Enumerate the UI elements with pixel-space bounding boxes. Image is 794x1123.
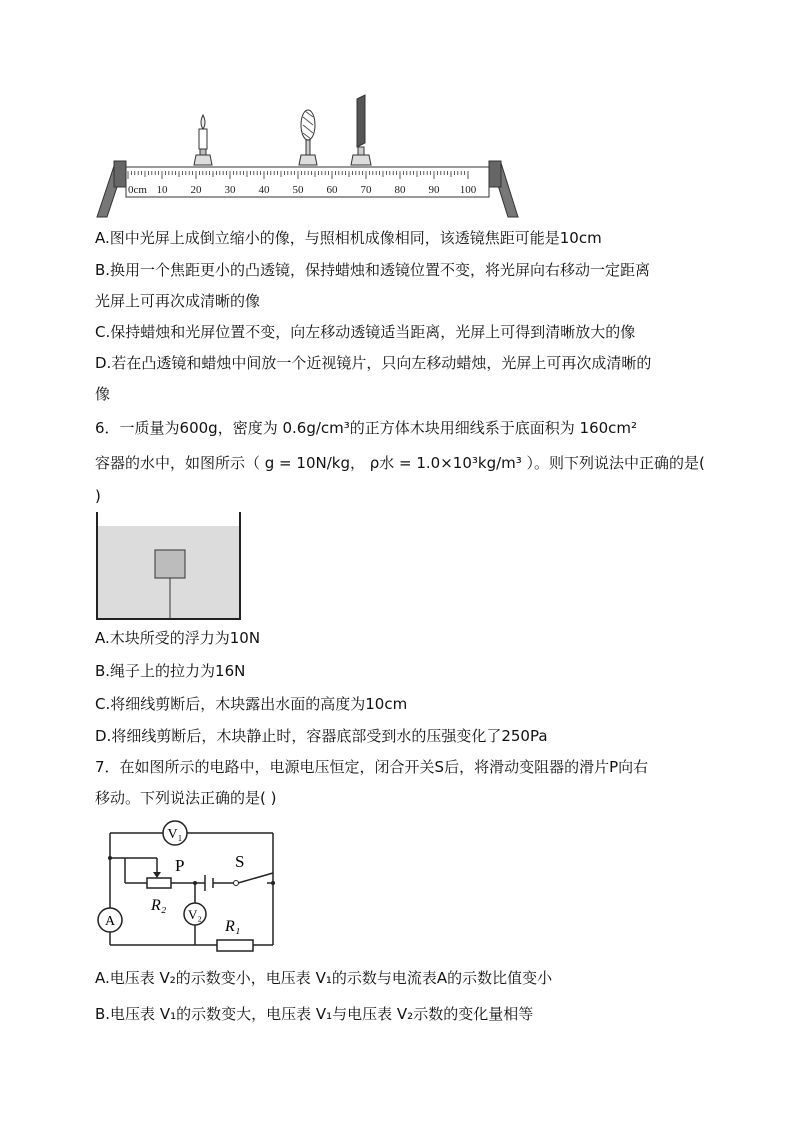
voltmeter-v2-label: V₂ [188,907,202,922]
q7-option-b: B.电压表 V₁的示数变大，电压表 V₁与电压表 V₂示数的变化量相等 [95,1005,534,1023]
scale-label: 70 [360,184,372,196]
q5-option-a: A.图中光屏上成倒立缩小的像，与照相机成像相同，该透镜焦距可能是10cm [95,229,602,247]
scale-label: 90 [428,184,440,196]
scale-label: 0cm [128,184,147,196]
light-screen [351,95,371,165]
q5-option-c: C.保持蜡烛和光屏位置不变，向左移动透镜适当距离，光屏上可得到清晰放大的像 [95,323,636,341]
q7-stem-line1: 7．在如图所示的电路中，电源电压恒定，闭合开关S后，将滑动变阻器的滑片P向右 [95,758,649,776]
slider-arrow [153,872,161,878]
switch-label: S [235,852,245,871]
q5-option-d-line2: 像 [95,385,111,403]
resistor-r1 [217,940,253,951]
scale-label: 30 [224,184,236,196]
wooden-block [155,550,185,578]
switch-contact [234,881,239,886]
junction-dot [271,881,275,885]
q6-stem-line2: 容器的水中，如图所示（ g = 10N/kg， ρ水 = 1.0×10³kg/m³ ）。则下列说法中正确的是( [95,454,705,472]
q5-option-d-line1: D.若在凸透镜和蜡烛中间放一个近视镜片，只向左移动蜡烛，光屏上可再次成清晰的 [95,354,652,372]
voltmeter-v1-label: V₁ [167,827,183,842]
q7-option-a: A.电压表 V₂的示数变小，电压表 V₁的示数与电流表A的示数比值变小 [95,969,553,987]
r2-label: R₂ [151,897,167,914]
scale-label: 40 [258,184,270,196]
q6-option-c: C.将细线剪断后，木块露出水面的高度为10cm [95,695,408,713]
q5-option-b-line2: 光屏上可再次成清晰的像 [95,292,261,310]
candle [194,115,212,165]
scale-label: 50 [292,184,304,196]
optical-bench-figure [95,95,525,220]
r1-label: R₁ [225,918,241,935]
resistor-r2 [147,878,171,888]
water-container-figure [95,512,245,622]
bench-left-post [114,161,126,187]
scale-label: 20 [190,184,202,196]
junction-dot [193,881,197,885]
q6-stem-line3: ) [95,487,101,505]
q5-option-b-line1: B.换用一个焦距更小的凸透镜，保持蜡烛和透镜位置不变，将光屏向右移动一定距离 [95,261,651,279]
ammeter-label: A [104,914,116,929]
q6-option-b: B.绳子上的拉力为16N [95,662,246,680]
junction-dot [108,856,112,860]
scale-label: 10 [156,184,168,196]
circuit-diagram [95,815,285,955]
q6-stem-line1: 6．一质量为600g，密度为 0.6g/cm³的正方体木块用细线系于底面积为 160cm² [95,419,638,437]
q6-option-a: A.木块所受的浮力为10N [95,629,261,647]
bench-right-post [489,161,501,187]
convex-lens [299,110,317,165]
q7-stem-line2: 移动。下列说法正确的是( ) [95,789,277,807]
scale-label: 80 [394,184,406,196]
slider-label: P [175,856,185,875]
scale-label: 100 [459,184,477,196]
scale-label: 60 [326,184,338,196]
q6-option-d: D.将细线剪断后，木块静止时，容器底部受到水的压强变化了250Pa [95,727,548,745]
